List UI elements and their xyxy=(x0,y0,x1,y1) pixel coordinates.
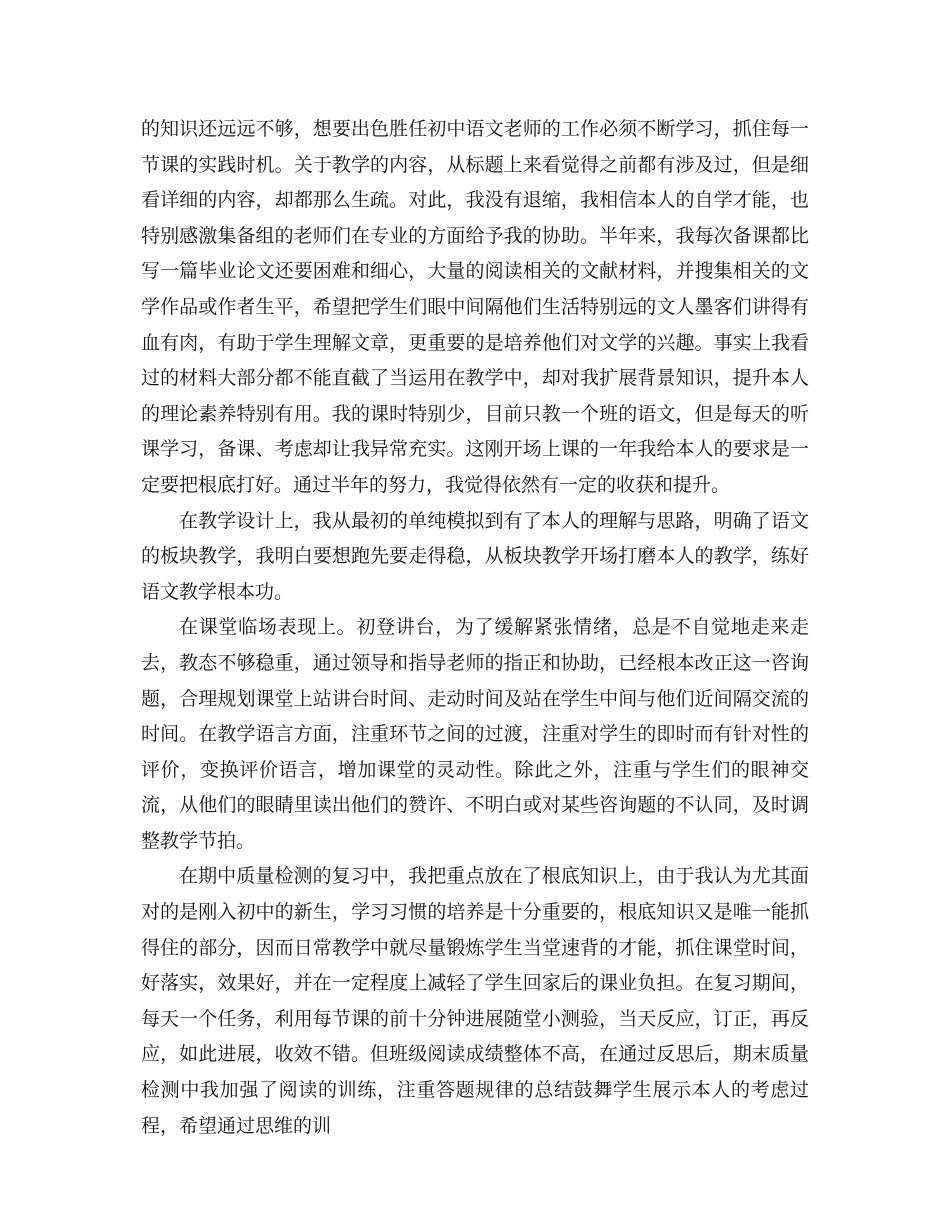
paragraph-4: 在期中质量检测的复习中，我把重点放在了根底知识上，由于我认为尤其面对的是刚入初中的新生，学习习惯的培养是十分重要的，根底知识又是唯一能抓得住的部分，因而日常教学中就尽量锻炼学生当堂速背的才能，抓住课堂时间，好落实，效果好，并在一定程度上减轻了学生回家后的课业负担。在复习期间，每天一个任务，利用每节课的前十分钟进展随堂小测验，当天反应，订正，再反应，如此进展，收效不错。但班级阅读成绩整体不高，在通过反思后，期末质量检测中我加强了阅读的训练，注重答题规律的总结鼓舞学生展示本人的考虑过程，希望通过思维的训 xyxy=(141,865,809,1137)
paragraph-2: 在教学设计上，我从最初的单纯模拟到有了本人的理解与思路，明确了语文的板块教学，我明白要想跑先要走得稳，从板块教学开场打磨本人的教学，练好语文教学根本功。 xyxy=(141,509,809,603)
document-body xyxy=(141,112,809,1144)
paragraph-3: 在课堂临场表现上。初登讲台，为了缓解紧张情绪，总是不自觉地走来走去，教态不够稳重，通过领导和指导老师的指正和协助，已经根本改正这一咨询题，合理规划课堂上站讲台时间、走动时间及站在学生中间与他们近间隔交流的时间。在教学语言方面，注重环节之间的过渡，注重对学生的即时而有针对性的评价，变换评价语言，增加课堂的灵动性。除此之外，注重与学生们的眼神交流，从他们的眼睛里读出他们的赞许、不明白或对某些咨询题的不认同，及时调整教学节拍。 xyxy=(141,616,809,852)
paragraph-1: 的知识还远远不够，想要出色胜任初中语文老师的工作必须不断学习，抓住每一节课的实践时机。关于教学的内容，从标题上来看觉得之前都有涉及过，但是细看详细的内容，却都那么生疏。对此，我没有退缩，我相信本人的自学才能，也特别感激集备组的老师们在专业的方面给予我的协助。半年来，我每次备课都比写一篇毕业论文还要困难和细心，大量的阅读相关的文献材料，并搜集相关的文学作品或作者生平，希望把学生们眼中间隔他们生活特别远的文人墨客们讲得有血有肉，有助于学生理解文章，更重要的是培养他们对文学的兴趣。事实上我看过的材料大部分都不能直截了当运用在教学中，却对我扩展背景知识，提升本人的理论素养特别有用。我的课时特别少，目前只教一个班的语文，但是每天的听课学习，备课、考虑却让我异常充实。这刚开场上课的一年我给本人的要求是一定要把根底打好。通过半年的努力，我觉得依然有一定的收获和提升。 xyxy=(141,118,809,496)
